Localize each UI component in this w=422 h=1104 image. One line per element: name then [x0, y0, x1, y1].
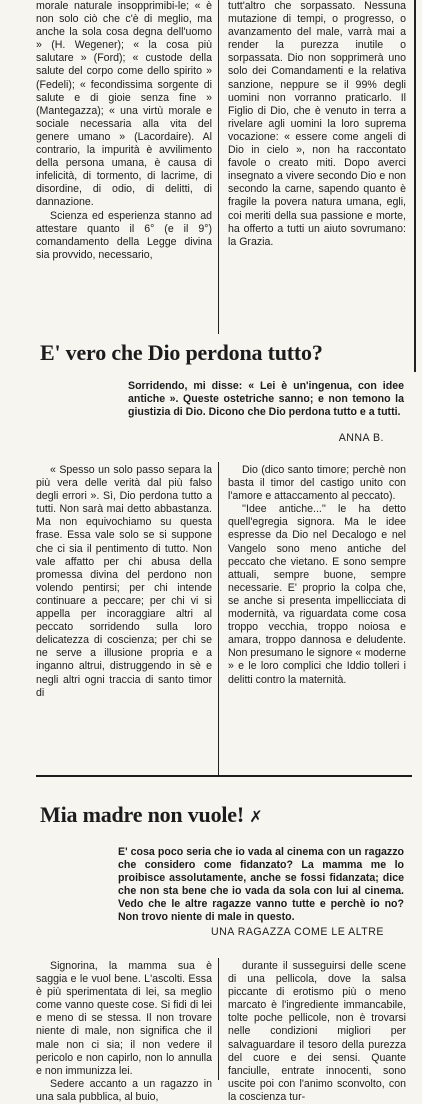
paragraph: tutt'altro che sorpassato. Nessuna mutazione di tempi, o progresso, o avanzamento del male, varrà mai a render la purezza inutile o sorpassata. Dio non sopprimerà uno solo dei Comandamenti e la relativa sanzione, neppure se il 99% degli uomini non vorranno praticarlo. Il Figlio di Dio, che è venuto in terra a rivelare agli uomini la loro suprema vocazione: « essere come angeli di Dio in cielo », non ha raccontato favole o creato miti. Dopo averci insegnato a vivere secondo Dio e non secondo la carne, sapendo quanto è fragile la povera natura umana, egli, coi meriti della sua passione e morte, ha offerto a tutti un aiuto sovrumano: la Grazia.	[228, 0, 406, 248]
paragraph: Sedere accanto a un ragazzo in una sala pubblica, al buio,	[36, 1077, 212, 1103]
top-column-divider	[218, 0, 219, 334]
article2-column-divider	[218, 958, 219, 1080]
article2-right-column	[228, 960, 406, 1104]
article1-title: E' vero che Dio perdona tutto?	[40, 340, 323, 365]
article1-right-column	[228, 464, 406, 687]
article2-left-column	[36, 960, 212, 1104]
paragraph: Dio (dico santo timore; perchè non basta il timor del castigo unito con l'amore e attaccamento al peccato).	[228, 464, 406, 503]
article1-question: Sorridendo, mi disse: « Lei è un'ingenua, con idee antiche ». Queste ostetriche sanno; e non temono la giustizia di Dio. Dicono che Dio perdona tutto e a tutti.	[128, 380, 404, 419]
article1-column-divider	[218, 462, 219, 776]
article2-title: Mia madre non vuole!	[40, 802, 244, 827]
article2-question: E' cosa poco seria che io vada al cinema con un ragazzo che considero come fidanzato? La mamma me lo proibisce assolutamente, anche se fossi fidanzata; dice che non sta bene che io vada da sola con lui al cinema. Vedo che le altre ragazze vanno tutte e perchè io no? Non trovo niente di male in questo.	[118, 846, 404, 924]
article2-signature: UNA RAGAZZA COME LE ALTRE	[210, 926, 384, 938]
top-left-column	[36, 0, 212, 262]
paragraph: Scienza ed esperienza stanno ad attestare quanto il 6° (e il 9°) comandamento della Legge divina sia provvido, necessario,	[36, 209, 212, 261]
cross-mark-icon: ✗	[249, 807, 263, 826]
paragraph: Signorina, la mamma sua è saggia e le vuol bene. L'ascolti. Essa è più sperimentata di lei, sa meglio come vanno queste cose. Si fidi di lei e meno di se stessa. Il non trovare niente di male, non significa che il male non ci sia; il non vedere il pericolo e non capirlo, non lo annulla e non immunizza lei.	[36, 960, 212, 1077]
article2-title-row	[40, 802, 263, 828]
top-right-column	[228, 0, 406, 249]
article2-top-rule	[36, 775, 412, 777]
paragraph: durante il susseguirsi delle scene di una pellicola, dove la salsa piccante di erotismo più o meno marcato è l'ingrediente immancabile, tolte poche pellicole, non è trovarsi nelle condizioni migliori per salvaguardare il tesoro della purezza del cuore e dei sensi. Quante fanciulle, entrate innocenti, sono uscite poi con l'animo sconvolto, con la coscienza tur-	[228, 960, 406, 1103]
paragraph: « Spesso un solo passo separa la più vera delle verità dal più falso degli errori ». Sì, Dio perdona tutto a tutti. Non sarà mai detto abbastanza. Ma non equivochiamo su questa frase. Essa vale solo se si suppone che ci sia il pentimento di tutto. Non vale affatto per chi abusa della promessa divina del perdono non volendo pentirsi; per chi intende continuare a peccare; per chi vi si appella per incoraggiare altri al peccato sorridendo sulla loro delicatezza di coscienza; per chi se ne serve a illusione propria e a inganno altrui, distruggendo in sè e negli altri ogni traccia di santo timor di	[36, 464, 212, 699]
paragraph: morale naturale insopprimibi-le; « è non solo ciò che c'è di meglio, ma anche la sola cosa degna dell'uomo » (H. Wegener); « la cosa più salutare » (Ford); « custode della salute del corpo come dello spirito » (Fedeli); « fecondissima sorgente di salute e di gioie senza fine » (Mantegazza); « una virtù morale e sociale necessaria alla vita del genere umano » (Lacordaire). Al contrario, la impurità è avvilimento della persona umana, è causa di infelicità, di tormento, di lacrime, di disordine, di odio, di delitti, di dannazione.	[36, 0, 212, 209]
article1-signature: ANNA B.	[338, 432, 384, 444]
paragraph: ''Idee antiche...'' le ha detto quell'egregia signora. Ma le idee espresse da Dio nel Decalogo e nel Vangelo sono meno antiche del peccato che vietano. E sono sempre attuali, sempre buone, sempre necessarie. E' proprio la colpa che, se anche si presenta impellicciata di modernità, va riguardata come cosa troppo vecchia, troppo noiosa e amara, troppo dannosa e deludente. Non presumano le signore « moderne » e le loro complici che Iddio tolleri i delitti contro la maternità.	[228, 503, 406, 686]
page-edge-line	[414, 0, 416, 372]
article1-left-column	[36, 464, 212, 700]
